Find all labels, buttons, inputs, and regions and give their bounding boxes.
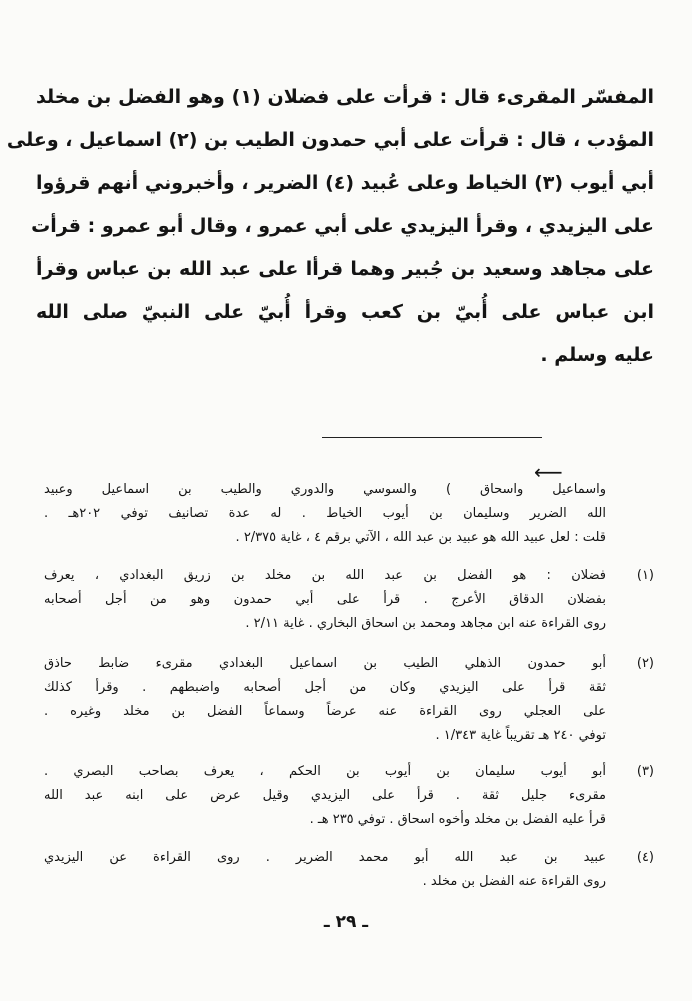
main-text-line: عليه وسلم . xyxy=(540,344,654,366)
footnote-line: على العجلي روى القراءة عنه عرضاً وسماعاً الفضل بن مخلد وغيره . xyxy=(44,704,606,719)
footnote-line: مقرىء جليل ثقة . قرأ على اليزيدي وقيل عرض على ابنه عبد الله xyxy=(44,788,606,803)
footnote-number: (٤) xyxy=(636,850,654,865)
footnote-number: (٢) xyxy=(636,656,654,671)
footnote-line: الله الضرير وسليمان بن أيوب الخياط . له عدة تصانيف توفي ٢٠٢هـ . xyxy=(44,506,606,521)
footnote-1 xyxy=(44,564,654,636)
footnote-line: روى القراءة عنه الفضل بن مخلد . xyxy=(422,874,606,889)
continuation-arrow-icon: ⟵ xyxy=(534,460,563,484)
footnote-line: قرأ عليه الفضل بن مخلد وأخوه اسحاق . توفي ٢٣٥ هـ . xyxy=(309,812,606,827)
footnote-line: بفضلان الدقاق الأعرج . قرأ على أبي حمدون وهو من أجل أصحابه xyxy=(44,592,606,607)
footnote-line: روى القراءة عنه ابن مجاهد ومحمد بن اسحاق البخاري . غاية ٢/١١ . xyxy=(245,616,606,631)
footnote-line: توفي ٢٤٠ هـ تقريباً غاية ١/٣٤٣ . xyxy=(435,728,606,743)
footnote-line: واسماعيل واسحاق ) والسوسي والدوري والطيب بن اسماعيل وعبيد xyxy=(44,482,606,497)
footnote-separator xyxy=(322,437,542,438)
footnote-line: ثقة قرأ على اليزيدي وكان من أجل أصحابه واضبطهم . وقرأ كذلك xyxy=(44,680,606,695)
footnote-line: أبو أيوب سليمان بن أيوب بن الحكم ، يعرف بصاحب البصري . xyxy=(44,764,606,779)
main-text xyxy=(6,76,654,377)
footnote-number: (١) xyxy=(636,568,654,583)
main-text-line: على اليزيدي ، وقرأ اليزيدي على أبي عمرو ، وقال أبو عمرو : قرأت xyxy=(31,215,654,237)
main-text-line: على مجاهد وسعيد بن جُبير وهما قرأا على عبد الله بن عباس وقرأ xyxy=(36,258,654,280)
footnote-4 xyxy=(44,846,654,894)
footnote-number: (٣) xyxy=(636,764,654,779)
footnote-line: فضلان : هو الفضل بن عبد الله بن مخلد بن زريق البغدادي ، يعرف xyxy=(44,568,606,583)
main-text-line: المؤدب ، قال : قرأت على أبي حمدون الطيب بن (٢) اسماعيل ، وعلى xyxy=(6,129,654,151)
page-number: ـ ٢٩ ـ xyxy=(323,912,369,932)
footnote-carryover xyxy=(44,478,654,550)
footnote-3 xyxy=(44,760,654,832)
main-text-line: أبي أيوب (٣) الخياط وعلى عُبيد (٤) الضرير ، وأخبروني أنهم قرؤوا xyxy=(36,172,654,194)
main-text-line: ابن عباس على أُبيّ بن كعب وقرأ أُبيّ على النبيّ صلى الله xyxy=(36,301,654,323)
footnote-line: قلت : لعل عبيد الله هو عبيد بن عبد الله ، الآتي برقم ٤ ، غاية ٢/٣٧٥ . xyxy=(235,530,606,545)
footnote-line: عبيد بن عبد الله أبو محمد الضرير . روى القراءة عن اليزيدي xyxy=(44,850,606,865)
main-text-line: المفسّر المقرىء قال : قرأت على فضلان (١) وهو الفضل بن مخلد xyxy=(36,86,654,108)
footnote-line: أبو حمدون الذهلي الطيب بن اسماعيل البغدادي مقرىء ضابط حاذق xyxy=(44,656,606,671)
footnote-2 xyxy=(44,652,654,748)
